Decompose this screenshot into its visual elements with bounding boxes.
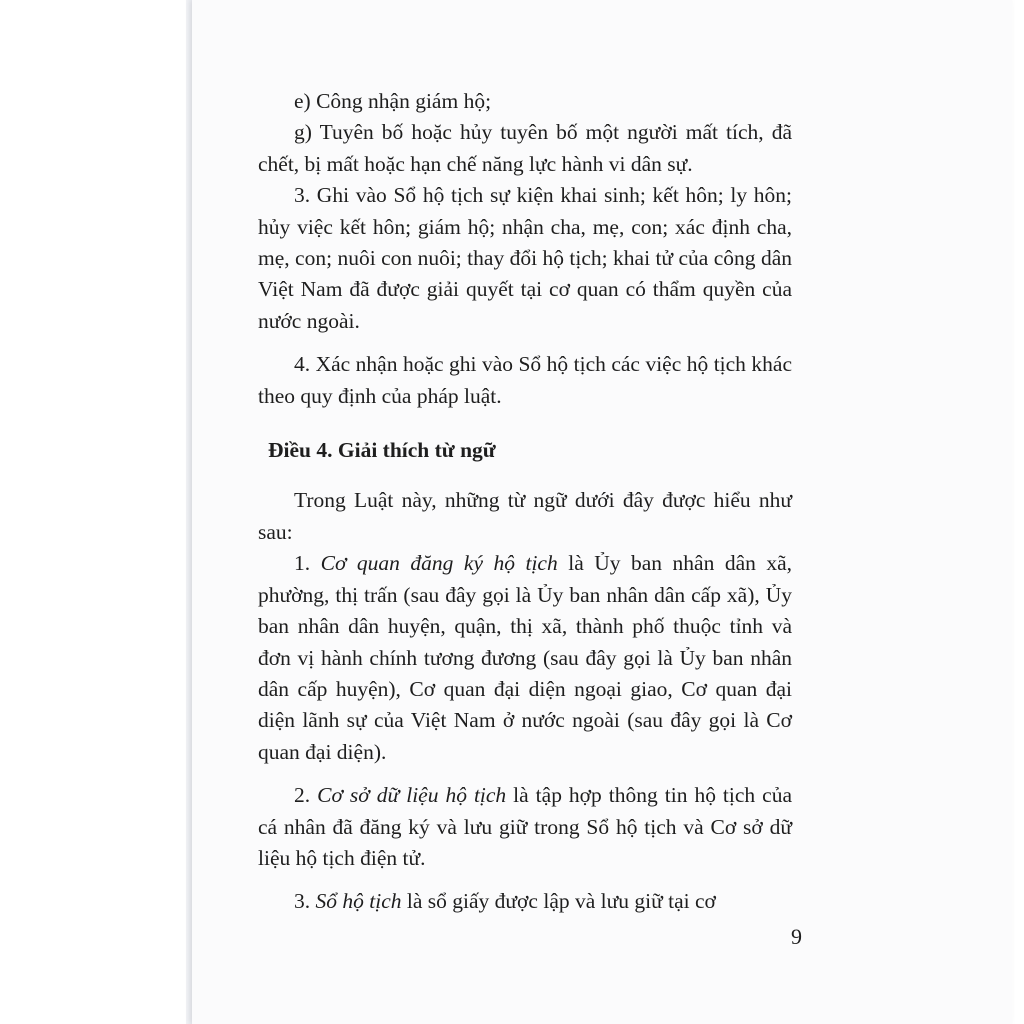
definition-term: Cơ sở dữ liệu hộ tịch [317, 783, 507, 808]
article-heading: Điều 4. Giải thích từ ngữ [268, 438, 496, 463]
definition-body: là Ủy ban nhân dân xã, phường, thị trấn (sau đây gọi là Ủy ban nhân dân cấp xã), Ủy ban nhân dân huyện, quận, thị xã, thành phố thuộc tỉnh và đơn vị hành chính tương đương (sau đây gọi là Ủy ban nhân dân cấp huyện), Cơ quan đại diện ngoại giao, Cơ quan đại diện lãnh sự của Việt Nam ở nước ngoài (sau đây gọi là Cơ quan đại diện). [258, 551, 793, 764]
definition-3 [258, 886, 792, 917]
paragraph-clause-4: 4. Xác nhận hoặc ghi vào Sổ hộ tịch các việc hộ tịch khác theo quy định của pháp luật. [258, 352, 792, 408]
definition-term: Sổ hộ tịch [315, 889, 402, 914]
definition-body: là sổ giấy được lập và lưu giữ tại cơ [401, 889, 716, 914]
definition-term: Cơ quan đăng ký hộ tịch [320, 551, 558, 576]
page-text [258, 86, 792, 918]
page-number: 9 [791, 924, 802, 949]
definition-body: là tập hợp thông tin hộ tịch của cá nhân đã đăng ký và lưu giữ trong Sổ hộ tịch và Cơ sở dữ liệu hộ tịch điện tử. [258, 783, 792, 870]
intro-paragraph: Trong Luật này, những từ ngữ dưới đây được hiểu như sau: [258, 488, 792, 544]
paragraph-clause-3: 3. Ghi vào Sổ hộ tịch sự kiện khai sinh; kết hôn; ly hôn; hủy việc kết hôn; giám hộ; nhận cha, mẹ, con; xác định cha, mẹ, con; nuôi con nuôi; thay đổi hộ tịch; khai tử của công dân Việt Nam đã được giải quyết tại cơ quan có thẩm quyền của nước ngoài. [258, 183, 792, 333]
paragraph-item-e: e) Công nhận giám hộ; [294, 89, 492, 113]
definition-number: 1. [294, 551, 321, 576]
definition-1 [258, 548, 792, 768]
definition-2 [258, 780, 792, 874]
paragraph-item-g: g) Tuyên bố hoặc hủy tuyên bố một người mất tích, đã chết, bị mất hoặc hạn chế năng lực hành vi dân sự. [258, 120, 792, 176]
definition-number: 3. [294, 889, 316, 914]
definition-number: 2. [294, 783, 318, 808]
